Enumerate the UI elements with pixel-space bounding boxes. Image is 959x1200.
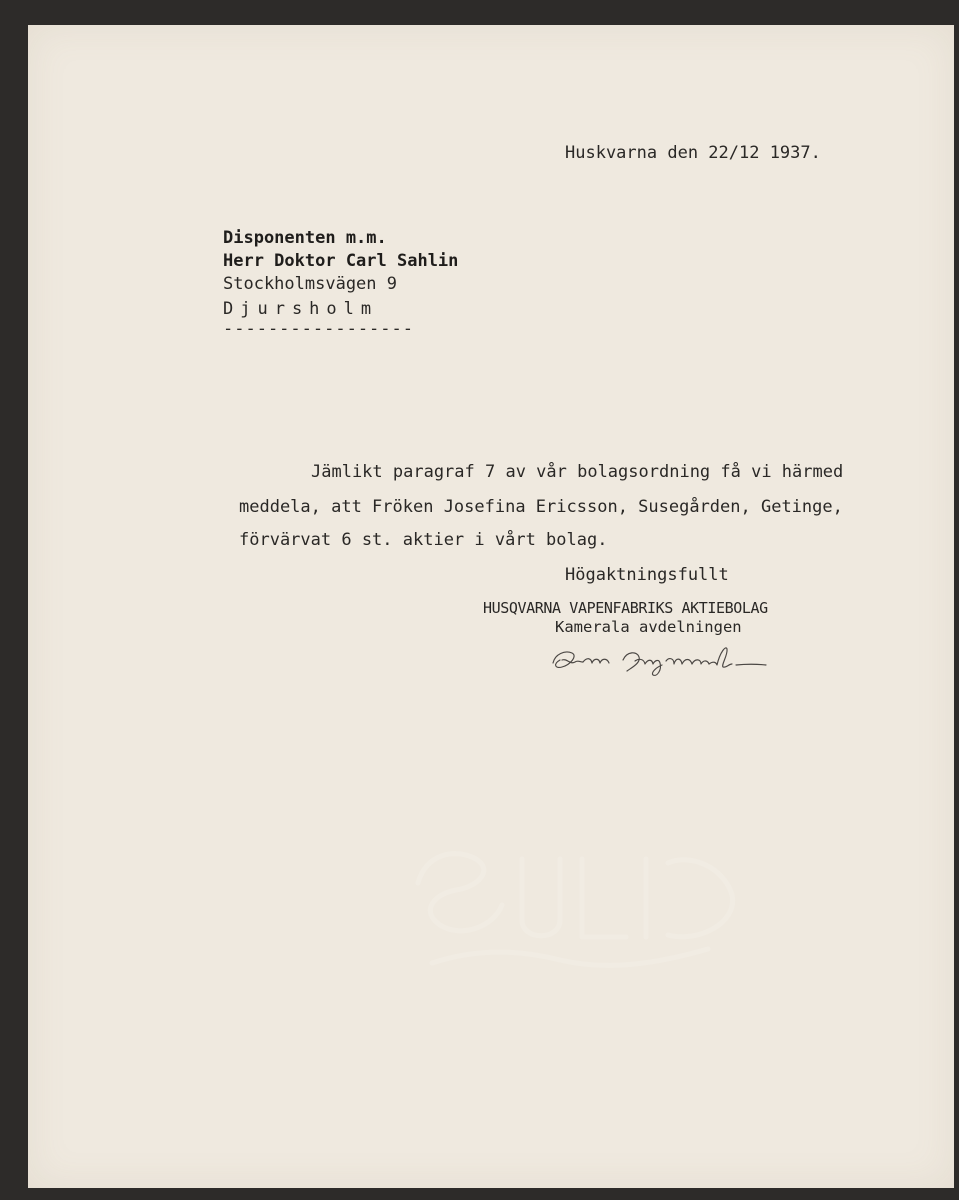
recipient-street: Stockholmsvägen 9 [223, 274, 397, 294]
recipient-city: Djursholm [223, 299, 379, 319]
company-stamp: HUSQVARNA VAPENFABRIKS AKTIEBOLAG [483, 599, 768, 617]
recipient-name: Herr Doktor Carl Sahlin [223, 251, 459, 271]
body-line-2: meddela, att Fröken Josefina Ericsson, Susegården, Getinge, [239, 497, 843, 517]
letter-page [28, 25, 954, 1188]
place-and-date: Huskvarna den 22/12 1937. [565, 143, 821, 163]
department-stamp: Kamerala avdelningen [555, 618, 742, 636]
recipient-title: Disponenten m.m. [223, 228, 387, 248]
closing-phrase: Högaktningsfullt [565, 565, 729, 585]
handwritten-signature-icon [545, 637, 795, 679]
body-line-3: förvärvat 6 st. aktier i vårt bolag. [239, 530, 608, 550]
body-line-1: Jämlikt paragraf 7 av vår bolagsordning få vi härmed [311, 462, 844, 482]
address-underline: ----------------- [223, 319, 414, 339]
paper-watermark-icon [398, 825, 758, 985]
